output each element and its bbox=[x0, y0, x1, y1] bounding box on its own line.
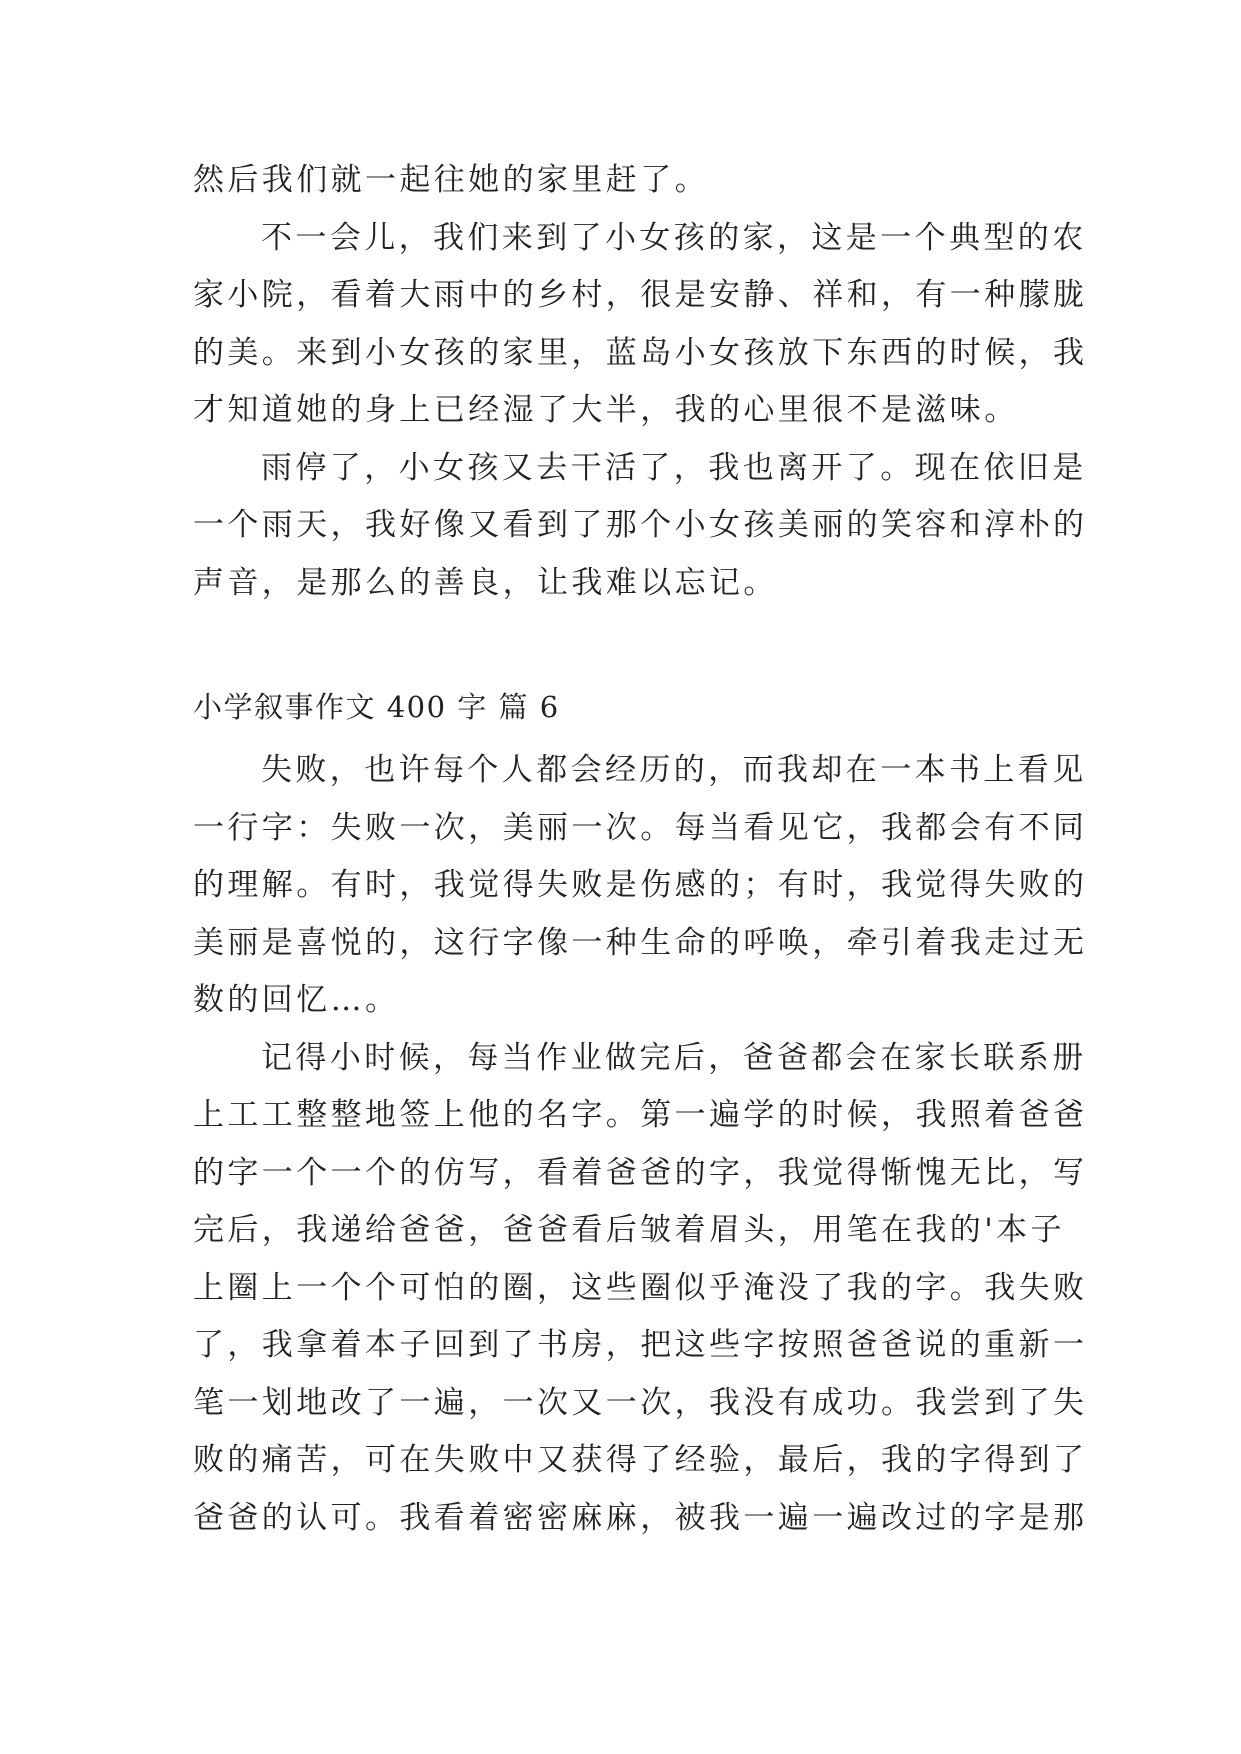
paragraph-line: 才知道她的身上已经湿了大半，我的心里很不是滋味。 bbox=[193, 392, 1019, 428]
paragraph-line: 败的痛苦，可在失败中又获得了经验，最后，我的字得到了 bbox=[193, 1442, 1088, 1478]
paragraph-line: 然后我们就一起往她的家里赶了。 bbox=[193, 162, 709, 198]
paragraph-line: 的理解。有时，我觉得失败是伤感的；有时，我觉得失败的 bbox=[193, 867, 1088, 903]
paragraph-line: 失败，也许每个人都会经历的，而我却在一本书上看见 bbox=[261, 752, 1087, 788]
paragraph-line: 的字一个一个的仿写，看着爸爸的字，我觉得惭愧无比，写 bbox=[193, 1154, 1088, 1191]
story-section-continued bbox=[193, 152, 1088, 612]
section-heading: 小学叙事作文 400 字 篇 6 bbox=[193, 690, 560, 724]
paragraph-line: 爸爸的认可。我看着密密麻麻，被我一遍一遍改过的字是那 bbox=[193, 1499, 1088, 1536]
paragraph-line: 美丽是喜悦的，这行字像一种生命的呼唤，牵引着我走过无 bbox=[193, 924, 1088, 961]
paragraph-line: 一行字：失败一次，美丽一次。每当看见它，我都会有不同 bbox=[193, 809, 1088, 846]
story-section-6 bbox=[193, 742, 1088, 1547]
paragraph-line: 数的回忆…。 bbox=[193, 982, 400, 1018]
paragraph-line: 家小院，看着大雨中的乡村，很是安静、祥和，有一种朦胧 bbox=[193, 277, 1088, 313]
paragraph-line: 上圈上一个个可怕的圈，这些圈似乎淹没了我的字。我失败 bbox=[193, 1269, 1088, 1306]
paragraph-line: 了，我拿着本子回到了书房，把这些字按照爸爸说的重新一 bbox=[193, 1327, 1088, 1363]
paragraph-line: 雨停了，小女孩又去干活了，我也离开了。现在依旧是 bbox=[261, 449, 1087, 486]
paragraph-line: 不一会儿，我们来到了小女孩的家，这是一个典型的农 bbox=[261, 219, 1087, 256]
paragraph-line: 声音，是那么的善良，让我难以忘记。 bbox=[193, 564, 778, 601]
paragraph-line: 记得小时候，每当作业做完后，爸爸都会在家长联系册 bbox=[261, 1039, 1087, 1076]
paragraph-line: 的美。来到小女孩的家里，蓝岛小女孩放下东西的时候，我 bbox=[193, 334, 1088, 371]
paragraph-line: 完后，我递给爸爸，爸爸看后皱着眉头，用笔在我的'本子 bbox=[193, 1212, 1065, 1248]
paragraph-line: 笔一划地改了一遍，一次又一次，我没有成功。我尝到了失 bbox=[193, 1384, 1088, 1421]
paragraph-line: 上工工整整地签上他的名字。第一遍学的时候，我照着爸爸 bbox=[193, 1097, 1088, 1133]
paragraph-line: 一个雨天，我好像又看到了那个小女孩美丽的笑容和淳朴的 bbox=[193, 507, 1088, 543]
